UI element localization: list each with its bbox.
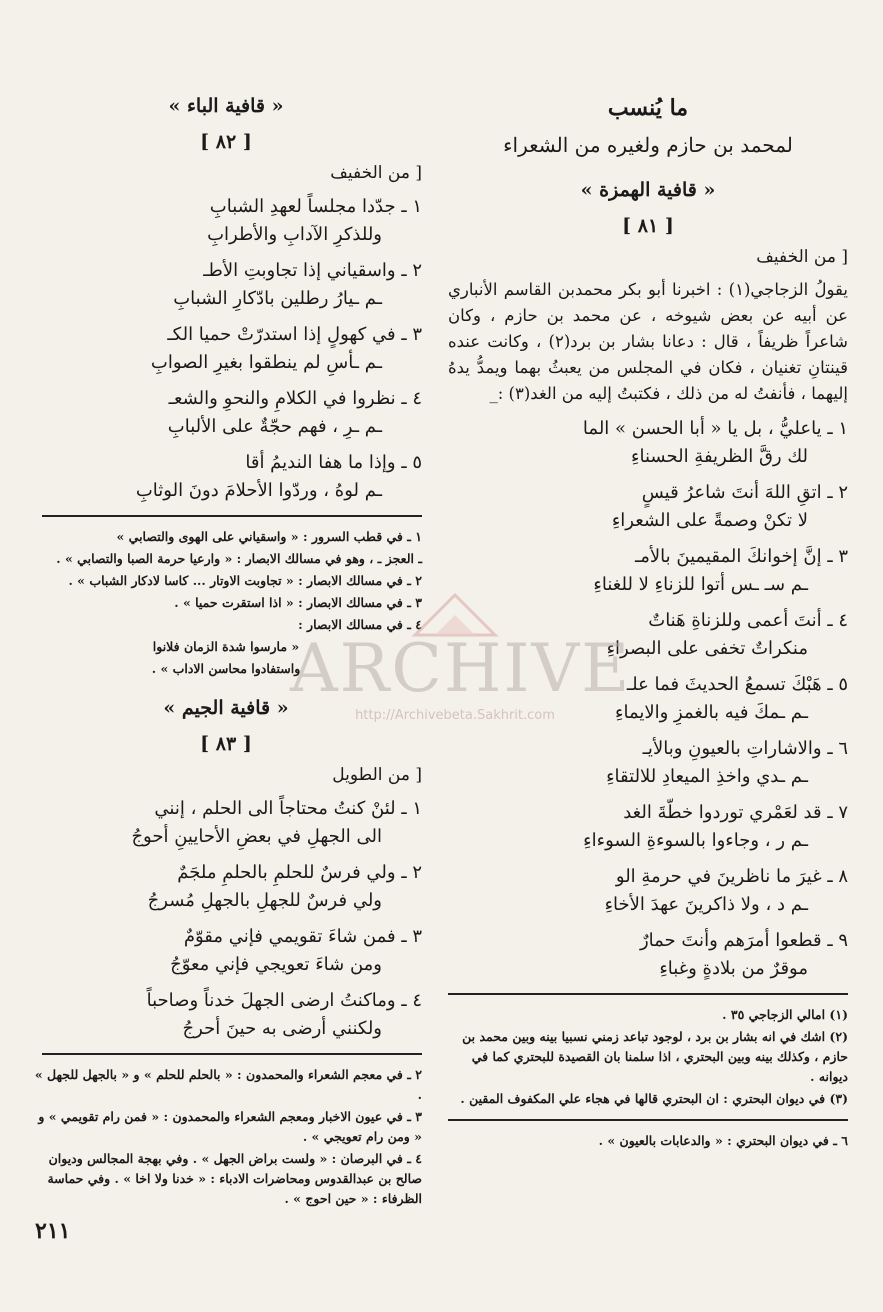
verse-second-hemistich: موقرٌ من بلادةٍ وغباءِ [659, 958, 808, 979]
qafia-heading: « قافية الهمزة » [580, 179, 716, 201]
verse-second-hemistich: ـم ـيارُ رطلين بادّكارِ الشبابِ [173, 288, 382, 309]
verse-first-hemistich: ٧ ـ قد لعَمْري توردوا خطّةَ الغد [623, 802, 848, 823]
verse-second-hemistich: ـم د ، ولا ذاكرينَ عهدَ الأخاءِ [604, 894, 808, 915]
footnote: (٢) اشك في انه بشار بن برد ، لوجود تباعد زمني نسبيا بينه وبين محمد بن حازم ، وكذلك بينه وبين البحتري ، اذا سلمنا بان القصيدة للبحتري كما في ديوانه . [462, 1029, 848, 1084]
meter-label: [ من الطويل [332, 765, 422, 785]
variant-note: ٣ ـ في عيون الاخبار ومعجم الشعراء والمحمدون : « فمن رام تقويمي » و « ومن رام تعويجي » . [38, 1109, 422, 1144]
variant-note: « مارسوا شدة الزمان فلانوا [152, 639, 300, 654]
variant-notes [448, 1131, 848, 1151]
verse-second-hemistich: لك رقَّ الظريفةِ الحسناءِ [631, 446, 808, 467]
verse [448, 863, 848, 919]
verse-first-hemistich: ١ ـ لئنْ كنتُ محتاجاً الى الحلم ، إنني [154, 798, 422, 819]
variant-note: ٢ ـ في مسالك الابصار : « تجاوبت الاوتار ... كاسا لادكار الشباب » . [68, 573, 422, 588]
variant-notes [30, 1065, 422, 1209]
verse-first-hemistich: ٣ ـ فمن شاءَ تقويمي فإني مقوّمٌ [183, 926, 422, 947]
verse-second-hemistich: ولكنني أرضى به حينَ أحرجُ [182, 1018, 382, 1039]
verse [30, 257, 422, 313]
verse-second-hemistich: ومن شاءَ تعويجي فإني معوّجُ [170, 954, 382, 975]
variant-note: ـ العجز ـ ، وهو في مسالك الابصار : « وارعيا حرمة الصبا والتصابي » . [56, 551, 422, 566]
footnote: (١) امالي الزجاجي ٣٥ . [722, 1007, 848, 1022]
page-number: ٢١١ [35, 1218, 71, 1244]
poem-verses [30, 193, 422, 505]
verse [30, 193, 422, 249]
meter-label: [ من الخفيف [756, 247, 848, 267]
verse-first-hemistich: ٣ ـ إنَّ إخوانكَ المقيمينَ بالأمـ [634, 546, 848, 567]
poem-verses [448, 415, 848, 983]
verse-first-hemistich: ١ ـ جدّدا مجلساً لعهدِ الشبابِ [209, 196, 422, 217]
section-subtitle: لمحمد بن حازم ولغيره من الشعراء [503, 133, 793, 157]
variant-note: ٣ ـ في مسالك الابصار : « اذا استقرت حميا » . [174, 595, 422, 610]
watermark-url: http://Archivebeta.Sakhrit.com [355, 708, 555, 723]
footnote-divider [448, 1119, 848, 1121]
verse-first-hemistich: ٩ ـ قطعوا أمرَهم وأنتَ حمارٌ [639, 930, 848, 951]
verse [448, 735, 848, 791]
footnote-divider [42, 1053, 422, 1055]
verse [448, 927, 848, 983]
section-title: ما يُنسب [607, 95, 689, 121]
poem-number: [ ٨٣ ] [200, 733, 252, 755]
verse [30, 385, 422, 441]
variant-note: ٤ ـ في البرصان : « ولست براض الجهل » . وفي بهجة المجالس وديوان صالح بن عبدالقدوس ومحاضرات الادباء : « خدنا ولا اخا » . وفي حماسة الظرفاء : « حين احوج » . [47, 1151, 422, 1206]
qafia-heading: « قافية الجيم » [163, 697, 289, 719]
right-column [448, 85, 848, 1153]
verse-first-hemistich: ٤ ـ أنتَ أعمى وللزناةِ هَناتٌ [648, 610, 848, 631]
verse [30, 321, 422, 377]
verse-second-hemistich: وللذكرِ الآدابِ والأطرابِ [207, 224, 382, 245]
verse [30, 449, 422, 505]
verse-second-hemistich: لا تكنْ وصمةً على الشعراءِ [611, 510, 808, 531]
verse-first-hemistich: ٢ ـ ولي فرسٌ للحلمِ بالحلمِ ملجَمٌ [177, 862, 422, 883]
variant-notes [30, 527, 422, 679]
verse [448, 607, 848, 663]
footnotes [448, 1005, 848, 1109]
verse-second-hemistich: ـم ـرِ ، فهم حجّةٌ على الألبابِ [167, 416, 382, 437]
verse-second-hemistich: منكراتٌ تخفى على البصراءِ [606, 638, 808, 659]
verse-second-hemistich: ـم ـدي واخذِ الميعادِ للالتقاءِ [606, 766, 808, 787]
verse-first-hemistich: ١ ـ ياعليُّ ، بل يا « أبا الحسن » الما [582, 418, 848, 439]
verse [30, 859, 422, 915]
verse-second-hemistich: ـم ـمكَ فيه بالغمزِ والايماءِ [615, 702, 808, 723]
verse-first-hemistich: ٦ ـ والاشاراتِ بالعيونِ وبالأيـ [642, 738, 848, 759]
verse-second-hemistich: ـم لوهُ ، وردّوا الأحلامَ دونَ الوثابِ [135, 480, 382, 501]
verse-second-hemistich: ولي فرسٌ للجهلِ بالجهلِ مُسرجُ [147, 890, 382, 911]
footnote-divider [42, 515, 422, 517]
variant-note: ١ ـ في قطب السرور : « واسقياني على الهوى والتصابي » [116, 529, 422, 544]
verse-first-hemistich: ٤ ـ وماكنتُ ارضى الجهلَ خدناً وصاحباً [146, 990, 422, 1011]
verse-first-hemistich: ٥ ـ وإذا ما هفا النديمُ أقا [245, 452, 422, 473]
poem-number: [ ٨١ ] [622, 215, 674, 237]
verse-second-hemistich: الى الجهلِ في بعضِ الأحايينِ أحوجُ [131, 826, 382, 847]
left-column [30, 85, 422, 1211]
qafia-heading: « قافية الباء » [168, 95, 284, 117]
verse [30, 795, 422, 851]
intro-paragraph: يقولُ الزجاجي(١) : اخبرنا أبو بكر محمدبن القاسم الأنباري عن أبيه عن بعض شيوخه ، عن محمد بن حازم ، وكان شاعراً ظريفاً ، قال : دعانا بشار بن برد(٢) ، وكانت عنده قينتانِ تغنيان ، فكان في المجلس من يعبثُ بهما ويمدُّ يدهُ إليهما ، فأنفتُ له من ذلك ، فكتبتُ إليه من الغد(٣) :_ [448, 280, 848, 403]
verse-first-hemistich: ٢ ـ اتقِ اللهَ أنتَ شاعرُ قيسٍ [641, 482, 848, 503]
verse [30, 987, 422, 1043]
variant-note: ٢ ـ في معجم الشعراء والمحمدون : « بالحلم للحلم » و « بالجهل للجهل » . [34, 1067, 422, 1102]
verse-first-hemistich: ٨ ـ غيرَ ما ناظرينَ في حرمةِ الو [615, 866, 848, 887]
watermark-text: ARCHIVE [290, 630, 632, 707]
verse [30, 923, 422, 979]
poem-verses [30, 795, 422, 1043]
footnote-divider [448, 993, 848, 995]
verse [448, 799, 848, 855]
verse [448, 671, 848, 727]
variant-note: ٤ ـ في مسالك الابصار : [298, 617, 422, 632]
poem-number: [ ٨٢ ] [200, 131, 252, 153]
verse-second-hemistich: ـم سـ ـس أتوا للزناءِ لا للغناءِ [593, 574, 808, 595]
variant-note: ٦ ـ في ديوان البحتري : « والدعابات بالعيون » . [598, 1133, 848, 1148]
verse-first-hemistich: ٢ ـ واسقياني إذا تجاوبتِ الأطـ [203, 260, 422, 281]
verse [448, 543, 848, 599]
verse [448, 479, 848, 535]
verse-second-hemistich: ـم ر ، وجاءوا بالسوءةِ السوءاءِ [583, 830, 808, 851]
verse-first-hemistich: ٣ ـ في كهولٍ إذا استدرّتْ حميا الكـ [167, 324, 422, 345]
verse [448, 415, 848, 471]
footnote: (٣) في ديوان البحتري : ان البحتري قالها في هجاء علي المكفوف المقين . [460, 1091, 848, 1106]
meter-label: [ من الخفيف [330, 163, 422, 183]
variant-note: واستفادوا محاسن الاداب » . [151, 661, 301, 676]
verse-first-hemistich: ٤ ـ نظروا في الكلامِ والنحوِ والشعـ [168, 388, 422, 409]
verse-first-hemistich: ٥ ـ هَبْكَ تسمعُ الحديثَ فما علـ [626, 674, 848, 695]
verse-second-hemistich: ـم ـأسِ لم ينطقوا بغيرِ الصوابِ [150, 352, 382, 373]
